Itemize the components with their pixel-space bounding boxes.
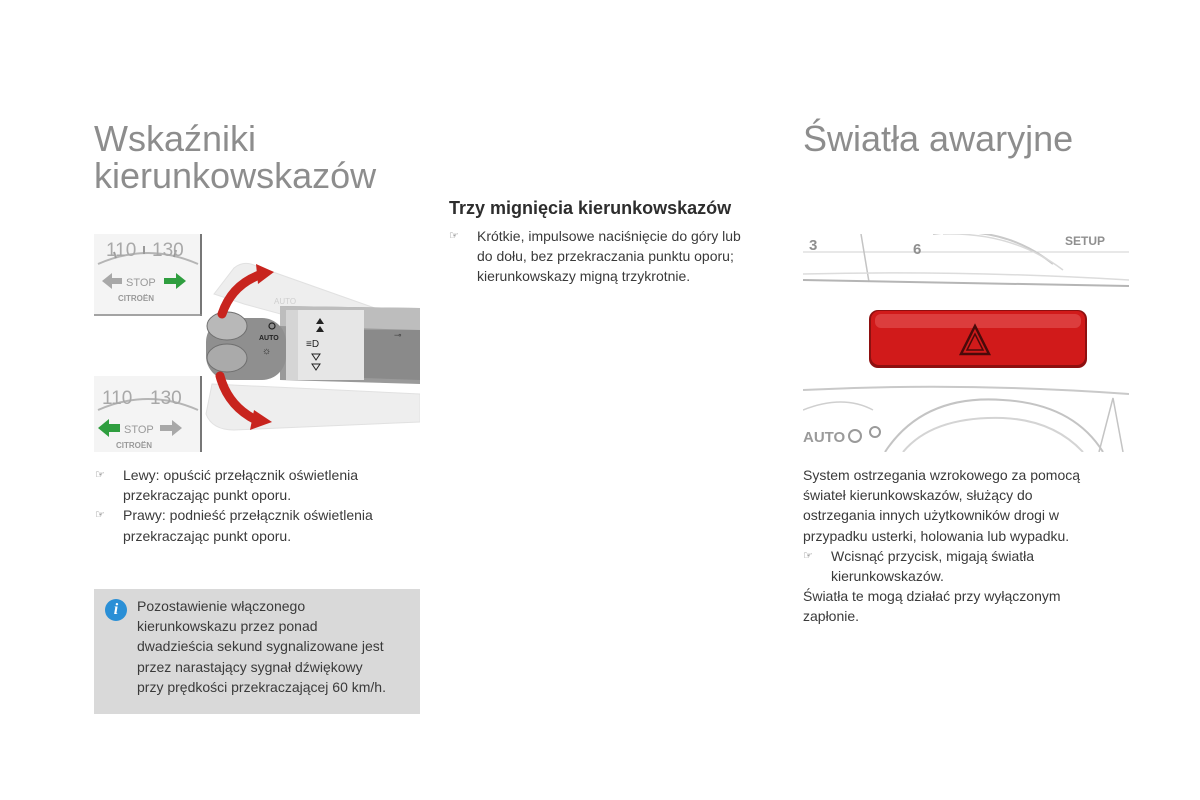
right-line: Światła te mogą działać przy wyłączonym xyxy=(803,588,1061,605)
right-line: System ostrzegania wzrokowego za pomocą xyxy=(803,467,1081,483)
info-line: przez narastający sygnał dźwiękowy xyxy=(137,658,363,675)
label-3: 3 xyxy=(809,237,818,254)
list-item xyxy=(95,505,425,545)
bullet-hand-icon: ☞ xyxy=(803,549,813,562)
ring-icon xyxy=(849,430,861,442)
left-title xyxy=(94,120,376,194)
info-box xyxy=(94,589,420,714)
left-bullet-list xyxy=(95,465,425,546)
bullet-text-right: Prawy: podnieść przełącznik oświetlenia przekraczając punkt oporu. xyxy=(123,507,373,544)
label-setup: SETUP xyxy=(1065,234,1106,248)
middle-bullet-line: Krótkie, impulsowe naciśnięcie do góry lub xyxy=(477,228,741,244)
right-line: świateł kierunkowskazów, służący do xyxy=(803,487,1033,504)
bullet-hand-icon: ☞ xyxy=(95,469,105,481)
right-line: przypadku usterki, holowania lub wypadku. xyxy=(803,527,1070,544)
list-item xyxy=(803,546,1133,586)
light-icon: ☼ xyxy=(262,346,272,357)
bullet-text-left: Lewy: opuścić przełącznik oświetlenia przekraczając punkt oporu. xyxy=(123,467,358,504)
middle-bullet-line: kierunkowskazy migną trzykrotnie. xyxy=(477,268,691,285)
right-title: Światła awaryjne xyxy=(803,118,1074,159)
section-heading: Trzy mignięcia kierunkowskazów xyxy=(449,198,732,218)
key-icon: ⊸ xyxy=(394,330,402,340)
turn-signal-stalk-figure xyxy=(94,234,420,452)
bullet-hand-icon: ☞ xyxy=(95,509,105,522)
list-item xyxy=(449,226,779,287)
turn-signal-illustration xyxy=(94,234,420,452)
stalk-auto-label: AUTO xyxy=(259,335,279,342)
right-bullet-line: kierunkowskazów. xyxy=(831,568,944,585)
middle-bullet-line: do dołu, bez przekraczania punktu oporu; xyxy=(477,248,734,265)
info-line: kierunkowskazu przez ponad xyxy=(137,618,318,635)
right-body xyxy=(803,465,1133,627)
info-text xyxy=(137,596,417,697)
gauge-bottom-brand: CITROËN xyxy=(116,441,152,450)
hazard-button-figure xyxy=(803,234,1129,452)
label-6: 6 xyxy=(913,241,922,258)
hazard-illustration xyxy=(803,234,1129,452)
gauge-top-110: 110 xyxy=(106,240,137,261)
middle-bullet xyxy=(449,226,779,287)
right-line: zapłonie. xyxy=(803,608,860,625)
gauge-bottom-110: 110 xyxy=(102,388,133,409)
info-line: przy prędkości przekraczającej 60 km/h. xyxy=(137,678,386,695)
info-icon: i xyxy=(105,599,127,621)
gauge-bottom-stop: STOP xyxy=(124,424,154,436)
left-title-line2: kierunkowskazów xyxy=(94,155,377,196)
right-line: ostrzegania innych użytkowników drogi w xyxy=(803,507,1060,524)
gauge-bottom-130: 130 xyxy=(150,388,182,409)
list-item xyxy=(95,465,425,505)
right-bullet-line: Wcisnąć przycisk, migają światła xyxy=(831,547,1035,564)
gauge-top-stop: STOP xyxy=(126,277,156,289)
info-line: dwadzieścia sekund sygnalizowane jest xyxy=(137,638,384,655)
info-line: Pozostawienie włączonego xyxy=(137,598,306,614)
svg-text:AUTO: AUTO xyxy=(274,297,297,306)
left-title-line1: Wskaźniki xyxy=(94,118,257,159)
gauge-top-brand: CITROËN xyxy=(118,294,154,303)
gauge-top-130: 130 xyxy=(152,240,184,261)
label-auto: AUTO xyxy=(803,429,846,446)
headlight-icon: ≡D xyxy=(306,339,320,350)
bullet-hand-icon: ☞ xyxy=(449,230,459,242)
